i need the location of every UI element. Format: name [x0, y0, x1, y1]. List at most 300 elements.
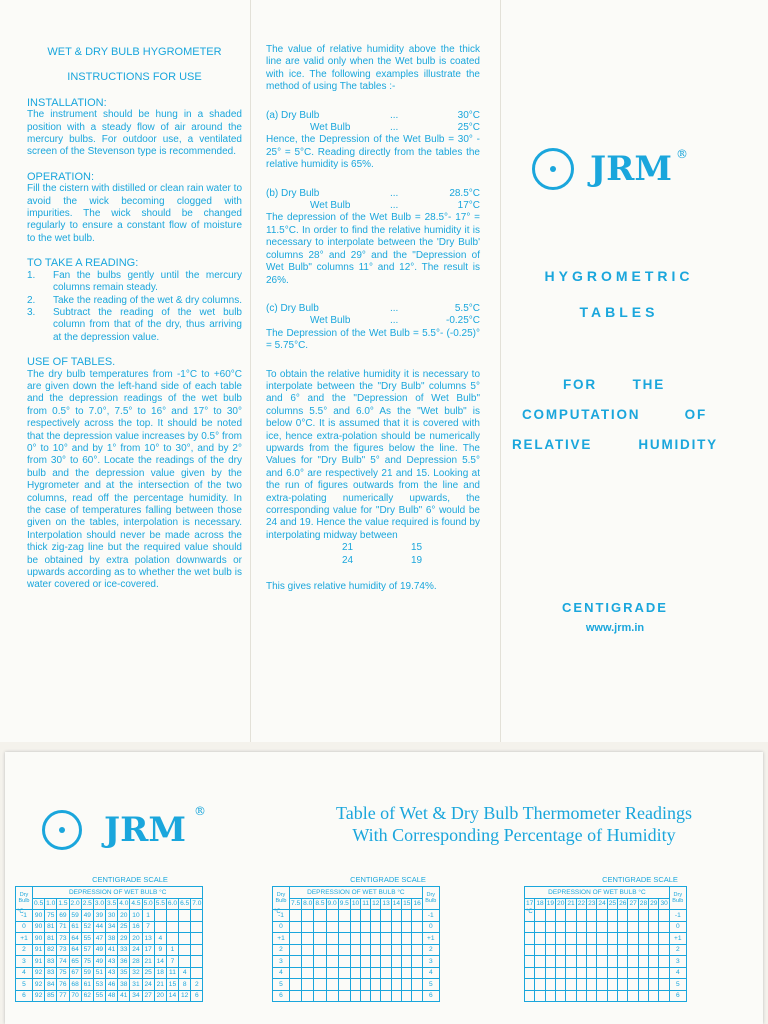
humidity-cell: [338, 956, 350, 968]
humidity-cell: [302, 956, 314, 968]
humidity-cell: [649, 956, 659, 968]
humidity-cell: 90: [33, 910, 45, 922]
humidity-cell: [545, 921, 555, 933]
humidity-cell: [391, 910, 401, 922]
humidity-cell: [545, 910, 555, 922]
column-header: 6.0: [166, 898, 178, 910]
humidity-cell: [179, 956, 191, 968]
interpolation-text: To obtain the relative humidity it is necessary to interpolate between the "Dry Bulb" columns 5° and 6° and the "Depression of Wet Bulb" columns 5.5° and 6.0° As the "Wet bulb" is below 0°C. It is assumed that it is covered with ice, hence extra-polation should be numerically upwards from the figures below the line. The Values for "Dry Bulb" 5° and Depression 5.5° and 6.0° are respectively 21 and 15. Looking at the run of figures outwards from the line and extra-polating numerically upwards, the corresponding value for "Dry Bulb" 6° would be 24 and 19. Hence the value required is found by interpolating midway between: [266, 368, 480, 541]
column-header: 6.5: [179, 898, 191, 910]
humidity-cell: [525, 990, 535, 1002]
column-header: 1.5: [57, 898, 69, 910]
humidity-cell: [659, 956, 669, 968]
humidity-cell: [638, 944, 648, 956]
example-value: 17°C: [457, 200, 480, 212]
humidity-cell: [402, 967, 412, 979]
humidity-cell: [412, 956, 422, 968]
humidity-cell: [649, 910, 659, 922]
humidity-cell: 84: [45, 979, 57, 991]
humidity-cell: [628, 910, 638, 922]
humidity-cell: 92: [33, 979, 45, 991]
card-logo: [42, 804, 206, 850]
humidity-cell: [607, 979, 617, 991]
humidity-cell: [545, 956, 555, 968]
humidity-cell: 17: [142, 944, 154, 956]
dry-bulb-cell: 6: [16, 990, 33, 1002]
humidity-cell: [402, 990, 412, 1002]
humidity-cell: [535, 944, 545, 956]
humidity-cell: [361, 933, 371, 945]
humidity-cell: 47: [93, 933, 105, 945]
humidity-cell: [381, 921, 391, 933]
humidity-cell: [179, 910, 191, 922]
humidity-cell: 10: [130, 910, 142, 922]
humidity-cell: [535, 979, 545, 991]
humidity-cell: [597, 967, 607, 979]
humidity-cell: 71: [57, 921, 69, 933]
humidity-cell: [314, 944, 326, 956]
humidity-cell: [361, 910, 371, 922]
example-label: (a) Dry Bulb: [266, 109, 320, 121]
dry-bulb-cell: 0: [669, 921, 686, 933]
humidity-cell: [638, 956, 648, 968]
humidity-cell: [618, 967, 628, 979]
humidity-cell: [371, 967, 381, 979]
humidity-cell: [638, 921, 648, 933]
humidity-cell: 11: [166, 967, 178, 979]
humidity-cell: [191, 956, 203, 968]
humidity-cell: [638, 990, 648, 1002]
humidity-table-3: [524, 875, 756, 1002]
humidity-cell: 4: [179, 967, 191, 979]
cover-url[interactable]: www.jrm.in: [585, 622, 645, 634]
humidity-cell: 43: [106, 967, 118, 979]
header-row: [16, 887, 203, 899]
humidity-cell: [381, 910, 391, 922]
humidity-cell: [556, 944, 566, 956]
example-b-wet: [266, 200, 480, 212]
humidity-cell: 12: [179, 990, 191, 1002]
humidity-cell: 49: [93, 956, 105, 968]
humidity-cell: [314, 979, 326, 991]
humidity-cell: [545, 967, 555, 979]
humidity-cell: 64: [69, 933, 81, 945]
dry-bulb-header: Dry Bulb: [16, 887, 33, 910]
humidity-cell: [587, 933, 597, 945]
humidity-cell: [381, 990, 391, 1002]
humidity-cell: [290, 910, 302, 922]
humidity-cell: [371, 990, 381, 1002]
column-header: 19: [545, 898, 555, 910]
humidity-cell: [576, 979, 586, 991]
humidity-cell: [166, 921, 178, 933]
humidity-cell: 24: [142, 979, 154, 991]
humidity-cell: [371, 921, 381, 933]
humidity-cell: 16: [130, 921, 142, 933]
humidity-cell: [338, 910, 350, 922]
humidity-cell: 91: [33, 944, 45, 956]
column-header: 28: [638, 898, 648, 910]
humidity-cell: [628, 967, 638, 979]
humidity-cell: 90: [33, 921, 45, 933]
humidity-cell: [371, 910, 381, 922]
humidity-cell: [391, 990, 401, 1002]
humidity-cell: [361, 944, 371, 956]
humidity-cell: [326, 933, 338, 945]
logo-circle-icon: [532, 148, 574, 190]
humidity-cell: [371, 979, 381, 991]
humidity-cell: [402, 944, 412, 956]
humidity-cell: [302, 910, 314, 922]
humidity-cell: [381, 956, 391, 968]
column-header: 29: [649, 898, 659, 910]
humidity-cell: [597, 910, 607, 922]
humidity-cell: [576, 944, 586, 956]
humidity-cell: [166, 933, 178, 945]
humidity-cell: [556, 990, 566, 1002]
step-item: [27, 295, 242, 307]
table-row: [16, 910, 203, 922]
humidity-cell: [545, 944, 555, 956]
humidity-cell: [628, 933, 638, 945]
humidity-cell: 1: [166, 944, 178, 956]
column-header: 2.5: [81, 898, 93, 910]
table-row: [525, 967, 687, 979]
table-row: [16, 990, 203, 1002]
humidity-cell: [556, 933, 566, 945]
humidity-cell: [607, 990, 617, 1002]
humidity-cell: [556, 967, 566, 979]
humidity-cell: [191, 921, 203, 933]
humidity-cell: 20: [130, 933, 142, 945]
humidity-cell: [597, 979, 607, 991]
dry-bulb-cell: +1: [422, 933, 439, 945]
humidity-cell: [166, 910, 178, 922]
humidity-cell: [314, 956, 326, 968]
humidity-cell: 82: [45, 944, 57, 956]
humidity-cell: [302, 944, 314, 956]
interpolation-pair: [266, 542, 480, 554]
cover-word: OF: [684, 407, 707, 422]
logo-circle-icon: [42, 810, 82, 850]
depression-header: DEPRESSION OF WET BULB °C: [290, 887, 423, 899]
humidity-grid: [524, 886, 687, 1002]
table-row: [273, 967, 440, 979]
column-header-row: [273, 898, 440, 910]
humidity-cell: [338, 944, 350, 956]
humidity-cell: [649, 933, 659, 945]
cover-relative-humidity: [512, 437, 718, 452]
humidity-cell: [597, 933, 607, 945]
dry-bulb-header: Dry Bulb: [273, 887, 290, 910]
humidity-cell: 30: [106, 910, 118, 922]
humidity-cell: [576, 921, 586, 933]
column-header: 7.0: [191, 898, 203, 910]
dry-bulb-cell: 4: [16, 967, 33, 979]
humidity-cell: 21: [142, 956, 154, 968]
dry-bulb-cell: -1: [273, 910, 290, 922]
humidity-cell: 25: [118, 921, 130, 933]
humidity-table-2: [272, 875, 504, 1002]
step-number: 2.: [27, 294, 36, 306]
humidity-cell: [545, 990, 555, 1002]
humidity-cell: [412, 910, 422, 922]
dry-bulb-cell: 6: [669, 990, 686, 1002]
humidity-cell: 57: [81, 944, 93, 956]
humidity-cell: [525, 944, 535, 956]
column-header-row: [525, 898, 687, 910]
step-item: [27, 307, 242, 344]
examples-column: [266, 44, 480, 593]
humidity-cell: [587, 910, 597, 922]
example-dots: ...: [390, 187, 399, 199]
humidity-cell: [628, 921, 638, 933]
brand-name: [590, 147, 688, 189]
humidity-cell: [576, 933, 586, 945]
pair-value: 24: [342, 554, 354, 566]
dry-bulb-cell: 5: [273, 979, 290, 991]
humidity-cell: [361, 967, 371, 979]
humidity-cell: [350, 967, 360, 979]
column-header: 18: [535, 898, 545, 910]
table-row: [525, 910, 687, 922]
humidity-cell: 15: [166, 979, 178, 991]
cover-scale: CENTIGRADE: [562, 600, 668, 615]
humidity-cell: 49: [81, 910, 93, 922]
humidity-cell: 48: [106, 990, 118, 1002]
humidity-cell: [597, 990, 607, 1002]
humidity-cell: [525, 933, 535, 945]
humidity-cell: [597, 956, 607, 968]
humidity-cell: [535, 956, 545, 968]
humidity-cell: [628, 979, 638, 991]
header-row: [525, 887, 687, 899]
humidity-cell: [402, 979, 412, 991]
humidity-cell: [597, 944, 607, 956]
dry-bulb-header: Dry Bulb: [669, 887, 686, 910]
instructions-column: [27, 46, 242, 592]
dry-bulb-cell: -1: [669, 910, 686, 922]
humidity-cell: 55: [81, 933, 93, 945]
example-dots: ...: [390, 315, 399, 327]
humidity-cell: [659, 933, 669, 945]
humidity-cell: [638, 979, 648, 991]
cover-word: COMPUTATION: [522, 407, 641, 422]
humidity-cell: [290, 921, 302, 933]
column-header: 4.0: [118, 898, 130, 910]
humidity-cell: 33: [118, 944, 130, 956]
humidity-cell: [361, 956, 371, 968]
humidity-cell: 51: [93, 967, 105, 979]
dry-bulb-cell: 3: [16, 956, 33, 968]
humidity-cell: [338, 990, 350, 1002]
instructions-subtitle: INSTRUCTIONS FOR USE: [67, 71, 202, 84]
table-row: [525, 956, 687, 968]
humidity-cell: [525, 967, 535, 979]
table-row: [273, 944, 440, 956]
humidity-cell: [290, 967, 302, 979]
humidity-cell: [290, 944, 302, 956]
humidity-cell: [587, 979, 597, 991]
humidity-cell: 92: [33, 990, 45, 1002]
humidity-cell: 41: [118, 990, 130, 1002]
example-label: Wet Bulb: [310, 122, 351, 134]
cover-logo: [532, 147, 688, 190]
registered-mark: ®: [675, 147, 688, 161]
humidity-cell: [576, 956, 586, 968]
humidity-cell: [391, 956, 401, 968]
dry-bulb-cell: 4: [422, 967, 439, 979]
column-header: 8.0: [302, 898, 314, 910]
humidity-cell: [381, 979, 391, 991]
humidity-cell: [191, 910, 203, 922]
example-c-dry: [266, 303, 480, 315]
humidity-cell: [587, 990, 597, 1002]
humidity-cell: 20: [154, 990, 166, 1002]
humidity-cell: 6: [191, 990, 203, 1002]
humidity-cell: [649, 990, 659, 1002]
humidity-cell: [302, 921, 314, 933]
column-header: 3.0: [93, 898, 105, 910]
column-header: 14: [391, 898, 401, 910]
column-header: 9.0: [326, 898, 338, 910]
humidity-cell: [302, 990, 314, 1002]
humidity-cell: 38: [106, 933, 118, 945]
humidity-cell: [191, 944, 203, 956]
column-header: 7.5: [290, 898, 302, 910]
humidity-cell: [587, 944, 597, 956]
humidity-cell: [628, 990, 638, 1002]
humidity-cell: [525, 979, 535, 991]
humidity-cell: [618, 944, 628, 956]
table-row: [273, 910, 440, 922]
example-label: (b) Dry Bulb: [266, 187, 320, 199]
column-header: 21: [566, 898, 576, 910]
humidity-cell: [402, 933, 412, 945]
humidity-cell: 69: [57, 910, 69, 922]
humidity-cell: 77: [57, 990, 69, 1002]
humidity-cell: 73: [57, 944, 69, 956]
humidity-cell: [314, 990, 326, 1002]
humidity-cell: [191, 967, 203, 979]
dry-bulb-cell: 3: [422, 956, 439, 968]
installation-heading: INSTALLATION:: [27, 96, 107, 109]
table-row: [273, 990, 440, 1002]
humidity-cell: [618, 990, 628, 1002]
instructions-title: WET & DRY BULB HYGROMETER: [47, 46, 222, 58]
humidity-cell: 67: [69, 967, 81, 979]
humidity-cell: 53: [93, 979, 105, 991]
humidity-cell: 61: [69, 921, 81, 933]
dry-bulb-cell: 2: [422, 944, 439, 956]
humidity-cell: [412, 979, 422, 991]
humidity-cell: [576, 910, 586, 922]
humidity-cell: [535, 921, 545, 933]
humidity-cell: 91: [33, 956, 45, 968]
humidity-cell: [628, 956, 638, 968]
column-header: 26: [618, 898, 628, 910]
humidity-cell: [638, 967, 648, 979]
tables-heading: USE OF TABLES.: [27, 356, 116, 369]
humidity-cell: [525, 921, 535, 933]
column-header: 5.0: [142, 898, 154, 910]
humidity-cell: [649, 967, 659, 979]
humidity-cell: 81: [45, 921, 57, 933]
cover-title-line1: HYGROMETRIC: [544, 268, 694, 284]
humidity-cell: 75: [57, 967, 69, 979]
humidity-cell: [545, 979, 555, 991]
cover-title-line2: TABLES: [579, 304, 659, 320]
example-dots: ...: [390, 109, 399, 121]
humidity-cell: [179, 921, 191, 933]
humidity-cell: [314, 921, 326, 933]
dry-bulb-cell: 5: [16, 979, 33, 991]
humidity-cell: [371, 944, 381, 956]
humidity-cell: [587, 921, 597, 933]
fold-line: [500, 0, 501, 742]
humidity-cell: [338, 967, 350, 979]
table-row: [273, 933, 440, 945]
humidity-cell: 14: [166, 990, 178, 1002]
depression-header: DEPRESSION OF WET BULB °C: [525, 887, 670, 899]
humidity-cell: 92: [33, 967, 45, 979]
humidity-cell: [649, 921, 659, 933]
step-text: Take the reading of the wet & dry columns.: [53, 294, 242, 306]
humidity-cell: 21: [154, 979, 166, 991]
humidity-cell: [618, 921, 628, 933]
humidity-cell: 52: [81, 921, 93, 933]
humidity-cell: 83: [45, 967, 57, 979]
column-header: 16: [412, 898, 422, 910]
example-c-wet: [266, 315, 480, 327]
humidity-cell: [659, 979, 669, 991]
column-header: 0.5: [33, 898, 45, 910]
dry-bulb-cell: 3: [273, 956, 290, 968]
table-row: [16, 944, 203, 956]
humidity-cell: [659, 990, 669, 1002]
example-a-text: Hence, the Depression of the Wet Bulb = 30° - 25° = 5°C. Reading directly from the tables the relative humidity is 65%.: [266, 134, 480, 171]
column-header: 3.5: [106, 898, 118, 910]
table-row: [16, 967, 203, 979]
humidity-cell: [338, 921, 350, 933]
column-header: 10: [350, 898, 360, 910]
dry-bulb-cell: 2: [16, 944, 33, 956]
humidity-cell: [566, 979, 576, 991]
humidity-cell: [566, 910, 576, 922]
humidity-cell: 2: [191, 979, 203, 991]
example-dots: ...: [390, 122, 399, 134]
humidity-cell: [535, 967, 545, 979]
dry-bulb-cell: +1: [669, 933, 686, 945]
dry-bulb-cell: -1: [16, 910, 33, 922]
installation-text: The instrument should be hung in a shaded position with a steady flow of air around the mercury bulbs. For outdoor use, a ventilated screen of the Stevenson type is recommended.: [27, 109, 242, 158]
example-label: Wet Bulb: [310, 315, 351, 327]
humidity-cell: [618, 910, 628, 922]
humidity-cell: 43: [106, 956, 118, 968]
humidity-cell: [361, 921, 371, 933]
table-row: [16, 921, 203, 933]
example-value: 28.5°C: [449, 187, 480, 199]
humidity-cell: [391, 979, 401, 991]
humidity-grid: [272, 886, 440, 1002]
humidity-cell: [350, 933, 360, 945]
humidity-cell: 68: [69, 979, 81, 991]
humidity-cell: 49: [93, 944, 105, 956]
table-card-title: [305, 802, 723, 846]
example-value: 5.5°C: [454, 302, 480, 314]
dry-bulb-cell: 2: [669, 944, 686, 956]
humidity-table-1: [15, 875, 245, 1002]
